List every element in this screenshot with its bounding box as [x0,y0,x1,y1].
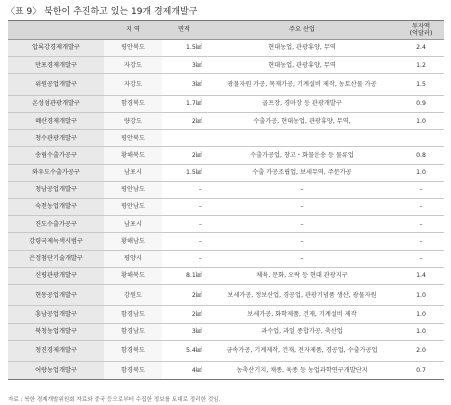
zone-name-cell: 신평관광개발구 [8,267,104,284]
table-header-row [8,21,444,40]
header-area: 면적 [162,21,206,40]
zone-name-cell: 와우도수출가공구 [8,164,104,181]
industry-cell: 보세가공, 화학제품, 건재, 기계설비 제작 [206,306,398,323]
zone-name-cell: 압록강경제개발구 [8,40,104,57]
zone-name-cell: 현동공업개발구 [8,284,104,306]
region-cell: 함경북도 [104,362,162,379]
zone-name-cell: 흥남공업개발구 [8,306,104,323]
area-cell: – [162,181,206,198]
area-cell: 1.7㎢ [162,95,206,112]
zone-name-cell: 혜산경제개발구 [8,113,104,130]
industry-cell: – [206,181,398,198]
industry-cell: – [206,250,398,267]
region-cell: 황해북도 [104,147,162,164]
area-cell: – [162,216,206,233]
table-row [8,250,444,267]
region-cell: 량강도 [104,113,162,130]
investment-cell: 0.9 [398,95,444,112]
area-cell: – [162,250,206,267]
investment-cell: 1.0 [398,113,444,130]
industry-cell: – [206,233,398,250]
zone-name-cell: 송림수출가공구 [8,147,104,164]
table-row [8,216,444,233]
table-row [8,74,444,96]
region-cell: 자강도 [104,57,162,74]
zone-name-cell: 위원공업개발구 [8,74,104,96]
region-cell: 남포시 [104,216,162,233]
investment-cell: – [398,233,444,250]
header-invest-line2: (억달러) [409,30,433,37]
zone-name-cell: 만포경제개발구 [8,57,104,74]
header-invest [398,21,444,40]
zone-name-cell: 청진경제개발구 [8,340,104,362]
area-cell [162,130,206,147]
industry-cell: 체육, 문화, 오락 등 현대 관광지구 [206,267,398,284]
footnote: 자료 : 북한 경제개발위원회 자료와 중국 등으로부터 수집한 정보를 토대로 정리한 것임. [8,397,221,403]
region-cell: 함경남도 [104,306,162,323]
region-cell: 함경북도 [104,340,162,362]
table-row [8,284,444,306]
zone-name-cell: 어랑농업개발구 [8,362,104,379]
table-row [8,57,444,74]
industry-cell: 보세가공, 정보산업, 경공업, 관광기념품 생산, 광물자원 [206,284,398,306]
industry-cell: 수출가공업, 창고・화물운송 등 물류업 [206,147,398,164]
header-name [8,21,104,40]
region-cell: 평안남도 [104,199,162,216]
area-cell: 8.1㎢ [162,267,206,284]
zone-name-cell: 진도수출가공구 [8,216,104,233]
table-row [8,323,444,340]
industry-cell: 광물자원 가공, 목재가공, 기계설비 제작, 농토산물 가공 [206,74,398,96]
region-cell: 평양시 [104,250,162,267]
area-cell: 3㎢ [162,57,206,74]
investment-cell [398,130,444,147]
table-row [8,95,444,112]
investment-cell: – [398,250,444,267]
zone-name-cell: 온성섬관광개발구 [8,95,104,112]
industry-cell: – [206,216,398,233]
investment-cell: – [398,199,444,216]
zone-name-cell: 강령국제녹색시범구 [8,233,104,250]
region-cell: 함경북도 [104,95,162,112]
investment-cell: – [398,216,444,233]
table-row [8,40,444,57]
industry-cell [206,130,398,147]
investment-cell: 0.8 [398,147,444,164]
zone-name-cell: 은정첨단기술개발구 [8,250,104,267]
investment-cell: 1.0 [398,306,444,323]
table-caption: 〈표 9〉 북한이 추진하고 있는 19개 경제개발구 [6,7,198,17]
investment-cell: 0.7 [398,362,444,379]
investment-cell: 1.0 [398,284,444,306]
area-cell: – [162,233,206,250]
investment-cell: 2.4 [398,40,444,57]
table-row [8,181,444,198]
table-row [8,130,444,147]
zone-name-cell: 청수관광개발구 [8,130,104,147]
area-cell: 1.5㎢ [162,164,206,181]
region-cell: 평안남도 [104,181,162,198]
area-cell: 5.4㎢ [162,340,206,362]
region-cell: 황해남도 [104,233,162,250]
area-cell: 1.5㎢ [162,40,206,57]
area-cell: 3㎢ [162,323,206,340]
investment-cell: 1.0 [398,164,444,181]
table-row [8,199,444,216]
investment-cell: 1.5 [398,74,444,96]
region-cell: 함경남도 [104,323,162,340]
header-region: 지 역 [104,21,162,40]
industry-cell: 과수업, 과일 종합가공, 축산업 [206,323,398,340]
area-cell: 2㎢ [162,306,206,323]
industry-cell: 현대농업, 관광휴양, 무역 [206,40,398,57]
industry-cell: 수출 가공조립업, 보세무역, 주문가공 [206,164,398,181]
table-row [8,362,444,379]
table-row [8,306,444,323]
table-row [8,147,444,164]
industry-cell: – [206,199,398,216]
region-cell: 평안북도 [104,40,162,57]
region-cell: 자강도 [104,74,162,96]
table-row [8,340,444,362]
area-cell: 2㎢ [162,147,206,164]
header-invest-line1: 투자액 [412,22,430,30]
table-row [8,267,444,284]
area-cell: 2㎢ [162,113,206,130]
industry-cell: 골프장, 경마장 등 관광개발구 [206,95,398,112]
investment-cell: 1.0 [398,323,444,340]
zone-name-cell: 북청농업개발구 [8,323,104,340]
investment-cell: 1.2 [398,57,444,74]
area-cell: 2㎢ [162,284,206,306]
area-cell: – [162,199,206,216]
region-cell: 남포시 [104,164,162,181]
region-cell: 강원도 [104,284,162,306]
zone-name-cell: 청남공업개발구 [8,181,104,198]
area-cell: 3㎢ [162,74,206,96]
region-cell: 평안북도 [104,130,162,147]
industry-cell: 수출가공, 현대농업, 관광휴양, 무역, [206,113,398,130]
investment-cell: – [398,181,444,198]
region-cell: 황해북도 [104,267,162,284]
area-cell: 4㎢ [162,362,206,379]
economic-zones-table [8,20,444,380]
header-industry: 주요 산업 [206,21,398,40]
table-body [8,40,444,380]
table-row [8,113,444,130]
table-row [8,164,444,181]
investment-cell: 2.0 [398,340,444,362]
table-row [8,233,444,250]
investment-cell: 1.4 [398,267,444,284]
industry-cell: 금속가공, 기계제작, 건재, 전자제품, 경공업, 수출가공업 [206,340,398,362]
industry-cell: 현대농업, 관광휴양, 무역 [206,57,398,74]
industry-cell: 농축산기지, 채종, 육종 등 농업과학연구개발단지 [206,362,398,379]
zone-name-cell: 숙천농업개발구 [8,199,104,216]
